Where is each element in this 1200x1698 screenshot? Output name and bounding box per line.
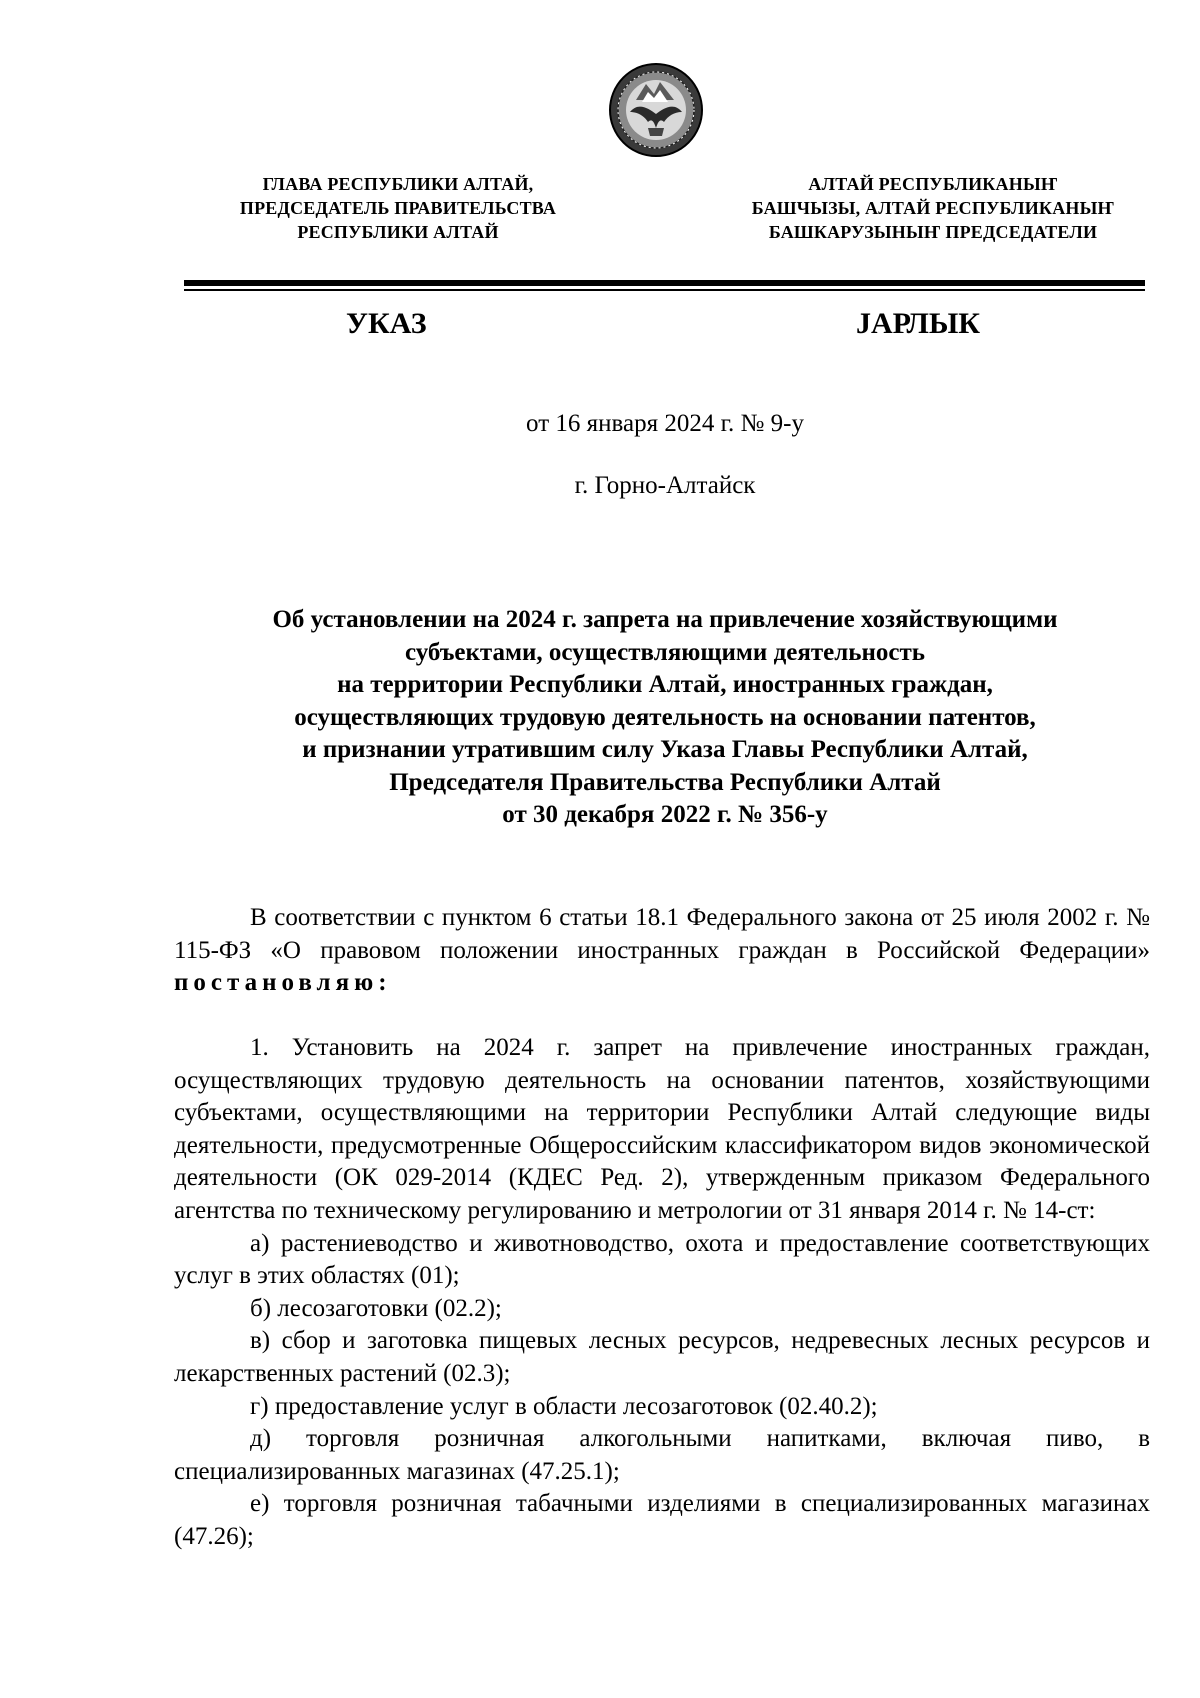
issuer-line: БАШКАРУЗЫНЫҤ ПРЕДСЕДАТЕЛИ	[768, 222, 1098, 242]
list-item: б) лесозаготовки (02.2);	[250, 1294, 502, 1322]
issuer-line: АЛТАЙ РЕСПУБЛИКАНЫҤ	[808, 174, 1058, 194]
issuer-line: ГЛАВА РЕСПУБЛИКИ АЛТАЙ,	[262, 174, 534, 194]
issuer-line: БАШЧЫЗЫ, АЛТАЙ РЕСПУБЛИКАНЫҤ	[751, 198, 1115, 218]
list-item: г) предоставление услуг в области лесозаготовок (02.40.2);	[250, 1392, 878, 1420]
doc-type-altai: ЈАРЛЫК	[856, 307, 981, 340]
list-item: а) растениеводство и животноводство, охота и предоставление соответствующих услуг в этих областях (01);	[174, 1229, 1150, 1290]
preamble	[174, 902, 1150, 1000]
doc-type-russian: УКАЗ	[346, 307, 427, 340]
issuer-title-altai	[723, 172, 1143, 244]
issuer-title-russian	[188, 172, 608, 244]
preamble-text: В соответствии с пунктом 6 статьи 18.1 Федерального закона от 25 июля 2002 г. № 115-ФЗ «О правовом положении иностранных граждан в Российской Федерации»	[174, 904, 1150, 964]
title-line: Председателя Правительства Республики Алтай	[389, 768, 941, 796]
issuer-line: РЕСПУБЛИКИ АЛТАЙ	[297, 222, 499, 242]
resolution-word: постановляю:	[174, 969, 392, 997]
title-line: осуществляющих трудовую деятельность на основании патентов,	[294, 703, 1036, 731]
title-line: и признании утратившим силу Указа Главы Республики Алтай,	[302, 736, 1028, 763]
title-line: Об установлении на 2024 г. запрета на привлечение хозяйствующими	[272, 606, 1058, 633]
decree-city: г. Горно-Алтайск	[574, 472, 756, 499]
title-line: от 30 декабря 2022 г. № 356-у	[502, 801, 828, 828]
header-divider-thick	[184, 280, 1145, 286]
coat-of-arms-emblem-icon	[608, 62, 704, 158]
clause-1-section	[174, 1032, 1150, 1554]
list-item: д) торговля розничная алкогольными напитками, включая пиво, в специализированных магазинах (47.25.1);	[174, 1425, 1150, 1485]
preamble-paragraph	[174, 902, 1150, 1000]
list-item: е) торговля розничная табачными изделиями в специализированных магазинах (47.26);	[174, 1490, 1150, 1550]
list-item: в) сбор и заготовка пищевых лесных ресурсов, недревесных лесных ресурсов и лекарственных растений (02.3);	[174, 1327, 1150, 1387]
header-divider-thin	[184, 289, 1145, 291]
issuer-line: ПРЕДСЕДАТЕЛЬ ПРАВИТЕЛЬСТВА	[239, 198, 557, 218]
title-line: субъектами, осуществляющими деятельность	[405, 638, 925, 666]
decree-date-number: от 16 января 2024 г. № 9-у	[526, 410, 804, 437]
title-line: на территории Республики Алтай, иностранных граждан,	[337, 671, 993, 698]
decree-title	[180, 604, 1150, 832]
clause-1: 1. Установить на 2024 г. запрет на привлечение иностранных граждан, осуществляющих трудовую деятельность на основании патентов, хозяйствующими субъектами, осуществляющими на территории Республики Алтай следующие виды деятельности, предусмотренные Общероссийским классификатором видов экономической деятельности (ОК 029-2014 (КДЕС Ред. 2), утвержденным приказом Федерального агентства по техническому регулированию и метрологии от 31 января 2014 г. № 14-ст:	[174, 1034, 1150, 1224]
